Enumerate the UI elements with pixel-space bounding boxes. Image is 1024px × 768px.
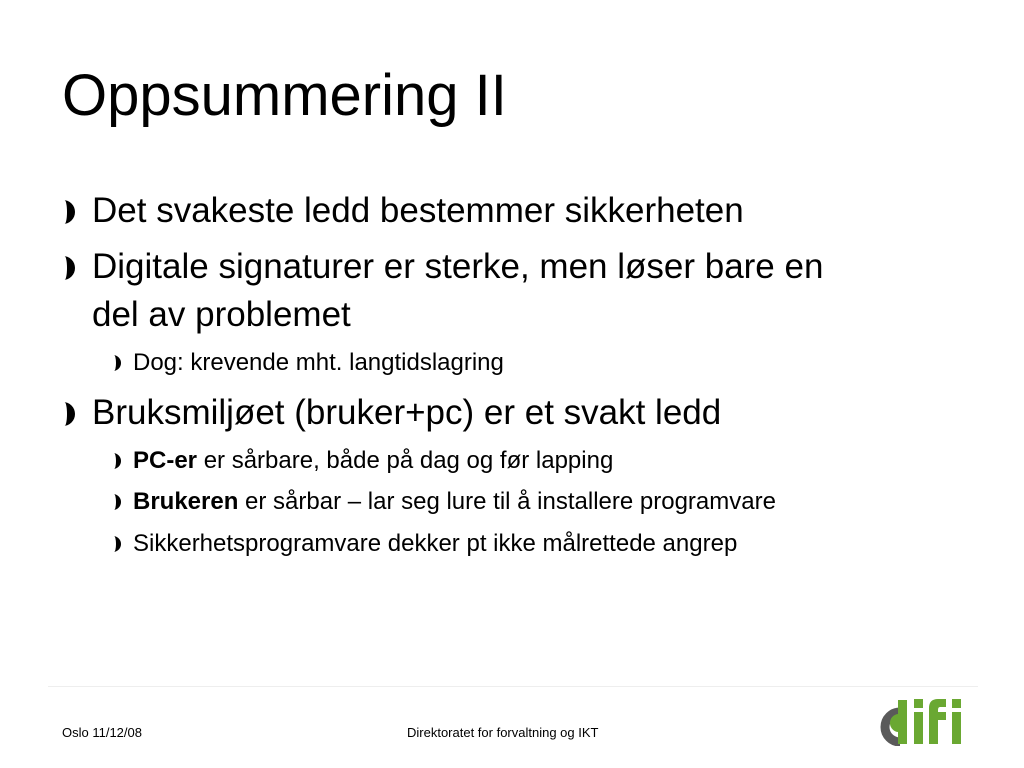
bullet-text: er sårbar – lar seg lure til å installere programvare bbox=[238, 488, 776, 515]
slide-title: Oppsummering II bbox=[62, 63, 507, 128]
bullet-text: del av problemet bbox=[92, 295, 351, 334]
bullet-text: Sikkerhetsprogramvare dekker pt ikke målrettede angrep bbox=[133, 530, 738, 557]
subbullet-security-software bbox=[133, 528, 737, 560]
bullet-text: Digitale signaturer er sterke, men løser bare en bbox=[92, 247, 824, 286]
subbullet-user bbox=[133, 486, 776, 518]
bullet-text: Bruksmiljøet (bruker+pc) er et svakt ledd bbox=[92, 393, 722, 432]
subbullet-marker-icon bbox=[112, 453, 121, 469]
bullet-digital-signatures bbox=[92, 243, 823, 291]
subbullet-pcs bbox=[133, 445, 613, 477]
bullet-marker-icon bbox=[62, 402, 75, 426]
bullet-digital-signatures-continued bbox=[92, 291, 351, 339]
footer-date: Oslo 11/12/08 bbox=[62, 725, 142, 740]
subbullet-marker-icon bbox=[112, 536, 121, 552]
bullet-text: Dog: krevende mht. langtidslagring bbox=[133, 349, 504, 376]
subbullet-long-term-storage bbox=[133, 347, 504, 379]
footer-divider bbox=[48, 686, 978, 687]
bullet-weakest-link bbox=[92, 187, 744, 235]
bullet-text: Det svakeste ledd bestemmer sikkerheten bbox=[92, 191, 744, 230]
bullet-bold-term: Brukeren bbox=[133, 488, 239, 515]
footer-organization: Direktoratet for forvaltning og IKT bbox=[407, 725, 599, 740]
subbullet-marker-icon bbox=[112, 355, 121, 371]
bullet-user-environment bbox=[92, 389, 721, 437]
bullet-marker-icon bbox=[62, 256, 75, 280]
bullet-marker-icon bbox=[62, 200, 75, 224]
subbullet-marker-icon bbox=[112, 494, 121, 510]
difi-logo-icon bbox=[876, 694, 974, 746]
bullet-bold-term: PC-er bbox=[133, 447, 198, 474]
bullet-text: er sårbare, både på dag og før lapping bbox=[197, 447, 614, 474]
